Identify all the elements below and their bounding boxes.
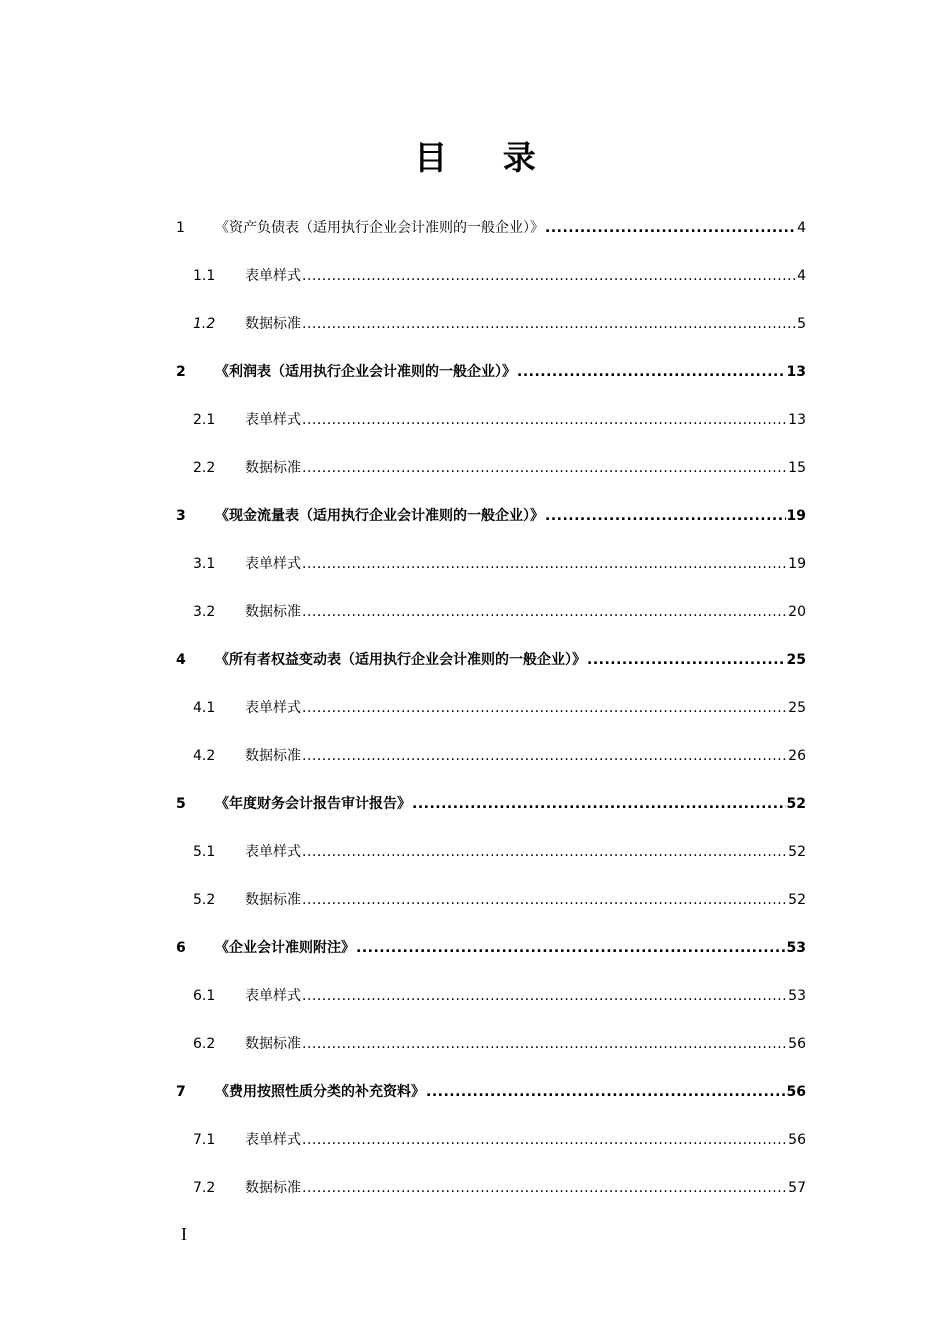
- toc-section-entry[interactable]: [176, 684, 806, 732]
- toc-entry-number: 2.1: [193, 412, 216, 428]
- toc-chapter-entry[interactable]: [176, 636, 806, 684]
- toc-entry-title: 数据标准: [245, 748, 301, 764]
- toc-entry-title: 表单样式: [245, 700, 301, 716]
- toc-entry-page: 5: [797, 316, 806, 332]
- toc-dot-leader: [302, 828, 787, 876]
- toc-entry-title: 表单样式: [245, 988, 301, 1004]
- toc-entry-page: 4: [797, 268, 806, 284]
- toc-dot-leader: [412, 780, 786, 828]
- toc-entry-title: 表单样式: [245, 1132, 301, 1148]
- toc-entry-title: 表单样式: [245, 268, 301, 284]
- toc-entry-number: 1.1: [193, 268, 216, 284]
- toc-section-entry[interactable]: [176, 396, 806, 444]
- toc-section-entry[interactable]: [176, 732, 806, 780]
- toc-entry-page: 25: [788, 700, 806, 716]
- toc-dot-leader: [302, 300, 796, 348]
- toc-entry-number: 4.2: [193, 748, 216, 764]
- toc-entry-page: 52: [786, 796, 806, 812]
- toc-entry-number: 4: [176, 652, 186, 668]
- toc-section-entry[interactable]: [176, 252, 806, 300]
- toc-entry-page: 56: [786, 1084, 806, 1100]
- toc-chapter-entry[interactable]: [176, 924, 806, 972]
- toc-entry-number: 6.2: [193, 1036, 216, 1052]
- toc-entry-number: 1: [176, 220, 185, 236]
- toc-entry-page: 13: [788, 412, 806, 428]
- toc-section-entry[interactable]: [176, 828, 806, 876]
- toc-entry-page: 53: [788, 988, 806, 1004]
- toc-entry-page: 19: [786, 508, 806, 524]
- toc-section-entry[interactable]: [176, 540, 806, 588]
- page-title: 目 录: [414, 138, 558, 177]
- toc-chapter-entry[interactable]: [176, 348, 806, 396]
- toc-entry-number: 6.1: [193, 988, 216, 1004]
- toc-entry-title: 数据标准: [245, 1180, 301, 1196]
- toc-chapter-entry[interactable]: [176, 492, 806, 540]
- toc-dot-leader: [302, 1020, 787, 1068]
- page-number: I: [181, 1224, 187, 1244]
- toc-entry-title: 《现金流量表（适用执行企业会计准则的一般企业）》: [215, 508, 544, 524]
- toc-dot-leader: [587, 636, 786, 684]
- toc-dot-leader: [302, 396, 787, 444]
- toc-dot-leader: [545, 204, 796, 252]
- toc-entry-page: 15: [788, 460, 806, 476]
- toc-section-entry[interactable]: [176, 876, 806, 924]
- toc-section-entry[interactable]: [176, 1164, 806, 1212]
- toc-entry-title: 数据标准: [245, 604, 301, 620]
- toc-dot-leader: [517, 348, 786, 396]
- toc-entry-title: 表单样式: [245, 844, 301, 860]
- toc-entry-title: 《利润表（适用执行企业会计准则的一般企业）》: [215, 364, 516, 380]
- toc-entry-title: 《费用按照性质分类的补充资料》: [215, 1084, 425, 1100]
- toc-entry-number: 2: [176, 364, 186, 380]
- toc-entry-page: 53: [786, 940, 806, 956]
- toc-dot-leader: [302, 588, 787, 636]
- toc-entry-page: 4: [797, 220, 806, 236]
- toc-entry-page: 56: [788, 1132, 806, 1148]
- toc-entry-number: 7.2: [193, 1180, 216, 1196]
- toc-chapter-entry[interactable]: [176, 1068, 806, 1116]
- toc-entry-page: 56: [788, 1036, 806, 1052]
- toc-section-entry[interactable]: [176, 1116, 806, 1164]
- toc-entry-title: 表单样式: [245, 556, 301, 572]
- toc-chapter-entry[interactable]: [176, 780, 806, 828]
- toc-entry-page: 52: [788, 892, 806, 908]
- toc-entry-page: 20: [788, 604, 806, 620]
- toc-entry-number: 3: [176, 508, 186, 524]
- toc-entry-number: 7.1: [193, 1132, 216, 1148]
- toc-entry-title: 数据标准: [245, 460, 301, 476]
- toc-dot-leader: [302, 252, 796, 300]
- toc-entry-number: 2.2: [193, 460, 216, 476]
- toc-entry-title: 《资产负债表（适用执行企业会计准则的一般企业）》: [215, 220, 544, 236]
- table-of-contents: [176, 204, 806, 1212]
- toc-entry-title: 数据标准: [245, 1036, 301, 1052]
- toc-entry-number: 1.2: [193, 316, 216, 332]
- toc-section-entry[interactable]: [176, 972, 806, 1020]
- toc-entry-page: 57: [788, 1180, 806, 1196]
- toc-entry-title: 《企业会计准则附注》: [215, 940, 355, 956]
- toc-dot-leader: [302, 876, 787, 924]
- toc-entry-number: 5.2: [193, 892, 216, 908]
- toc-dot-leader: [302, 684, 787, 732]
- toc-section-entry[interactable]: [176, 588, 806, 636]
- toc-entry-title: 《所有者权益变动表（适用执行企业会计准则的一般企业）》: [215, 652, 586, 668]
- toc-entry-page: 25: [786, 652, 806, 668]
- toc-entry-number: 7: [176, 1084, 186, 1100]
- toc-entry-title: 数据标准: [245, 892, 301, 908]
- toc-dot-leader: [356, 924, 786, 972]
- toc-entry-title: 数据标准: [245, 316, 301, 332]
- toc-entry-number: 5: [176, 796, 186, 812]
- toc-entry-title: 表单样式: [245, 412, 301, 428]
- toc-entry-page: 19: [788, 556, 806, 572]
- toc-dot-leader: [302, 732, 787, 780]
- toc-entry-page: 13: [786, 364, 806, 380]
- toc-section-entry[interactable]: [176, 1020, 806, 1068]
- toc-entry-page: 26: [788, 748, 806, 764]
- toc-entry-title: 《年度财务会计报告审计报告》: [215, 796, 411, 812]
- toc-entry-page: 52: [788, 844, 806, 860]
- toc-entry-number: 6: [176, 940, 186, 956]
- toc-entry-number: 5.1: [193, 844, 216, 860]
- toc-entry-number: 3.1: [193, 556, 216, 572]
- toc-dot-leader: [302, 444, 787, 492]
- toc-dot-leader: [302, 972, 787, 1020]
- toc-section-entry[interactable]: [176, 300, 806, 348]
- toc-dot-leader: [426, 1068, 786, 1116]
- toc-entry-number: 3.2: [193, 604, 216, 620]
- toc-dot-leader: [302, 540, 787, 588]
- toc-section-entry[interactable]: [176, 444, 806, 492]
- toc-chapter-entry[interactable]: [176, 204, 806, 252]
- toc-entry-number: 4.1: [193, 700, 216, 716]
- toc-dot-leader: [302, 1164, 787, 1212]
- toc-dot-leader: [302, 1116, 787, 1164]
- toc-dot-leader: [545, 492, 786, 540]
